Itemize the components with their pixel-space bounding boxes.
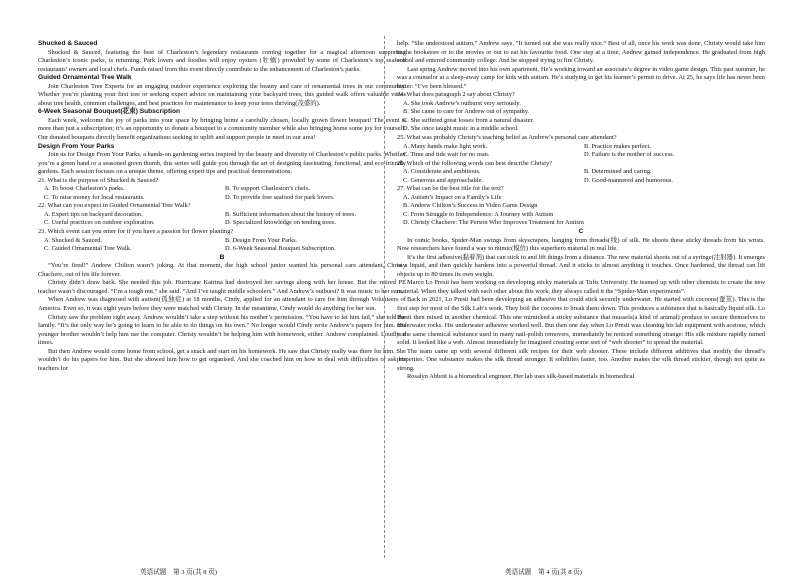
passage-b-paragraph: Last spring Andrew moved into his own apartment. He’s working toward an associate’s degree in video game design. This past summer, he was a counselor at a sleep-away camp for kids with autism. He’s studying to get his learner’s permit to drive. At 25, he says life has never been better: “I’ve been blessed.” — [397, 65, 765, 90]
right-page-column — [397, 40, 765, 382]
option: B. She came to care for Andrew out of sympathy. — [403, 108, 530, 116]
passage-b-paragraph: “You’re fired!” Andrew Chilton wasn’t joking. At that moment, the high school junior wanted his personal care attendant, Christy Chachere, out of his life forever. — [38, 262, 406, 278]
option: A. She took Andrew’s outburst very seriously. — [403, 99, 521, 107]
question-22-options — [38, 211, 406, 228]
option: A. Shucked & Sauced. — [44, 236, 103, 244]
option: D. Good-mannered and humorous. — [584, 176, 673, 184]
question-25: 25. What was probably Christy’s teaching belief as Andrew’s personal care attendant? — [397, 134, 617, 142]
option: B. Andrew Chilton’s Success in Video Game Design — [403, 202, 538, 210]
option: A. Considerate and ambitious. — [403, 168, 481, 176]
option: C. She suffered great losses from a natural disaster. — [403, 116, 534, 124]
page-footer-left: 英语试题 第 3 页(共 8 页) — [140, 569, 217, 576]
left-page-column — [38, 40, 406, 373]
option: A. Expert tips on backyard decoration. — [44, 210, 143, 218]
passage-b-paragraph: Christy saw the problem right away. Andrew wouldn’t take a step without his mother’s permission. “You have to let him fail,” she told the family. “It’s the only way he’s going to learn to be able to do things on his own.” No longer would Cindy write Andrew’s papers for him. His younger brother wouldn’t help him use the computer. Christy wouldn’t be helping him with homework, either. Andrew complained. Loudly at times. — [38, 313, 406, 347]
passage-c-paragraph: Marco Lo Presti has been working on developing sticky materials at Tufts University. He teamed up with other chemists to create the new material. When they talked with each other about this work, they always called it the “Spider-Man experiments”. — [397, 279, 765, 295]
ad-title-tree-walk: Guided Ornamental Tree Walk — [38, 74, 132, 82]
question-26: 26. Which of the following words can best describe Christy? — [397, 159, 552, 167]
option: C. Guided Ornamental Tree Walk. — [44, 245, 132, 253]
passage-c-paragraph: Rosalyn Abbott is a biomedical engineer. Her lab uses silk-based materials in biomedical — [407, 373, 635, 381]
option: A. To boost Charleston’s parks. — [44, 185, 125, 193]
passage-b-paragraph: help. “She understood autism,” Andrew says. “It turned out she was really nice.” Best of all, once his work was done, Christy would take him to the bookstore or to the movies or out to eat his favourite food. One step at a time, Andrew gained independence. He graduated from high school and entered community college. And he stopped trying to fire Christy. — [397, 40, 765, 65]
option: B. Determined and caring. — [584, 168, 652, 176]
passage-c-paragraph: In comic books, Spider-Man swings from skyscrapers, hanging from threads(线) of silk. He shoots these sticky threads from his wrists. Now researchers have found a way to mimic(模仿) this superhero material in real life. — [397, 236, 765, 253]
option: A. Many hands make light work. — [403, 142, 488, 150]
ad-text-shucked: Shucked & Sauced, featuring the best of Charleston’s legendary restaurants coming together for a magical afternoon supporting Charleston’s iconic parks, is returning. Park lovers and foodies will enjoy oysters (牡蛎) provided by some of Charleston’s top seafood restaurants’ owners and local chefs. Funds raised from this event directly contribute to the enhancement of Charleston’s parks. — [38, 48, 406, 73]
option: C. To raise money for local restaurants. — [44, 193, 145, 201]
passage-c-paragraph: It’s the first adhesive(黏着剂) that can stick to and lift things from a distance. The new material shoots out of a syringe(注射器). It emerges as a liquid, and then quickly hardens into a powerful thread. And it sticks to almost anything it touches. Once hardened, the thread can lift objects up to 80 times its own weight. — [397, 253, 765, 278]
page-divider — [384, 36, 385, 558]
section-b-heading: B — [219, 253, 225, 261]
option: D. Christy Chachere: The Person Who Improves Treatment for Autism — [403, 219, 584, 227]
question-26-options — [397, 168, 765, 185]
question-21: 21. What is the purpose of Shucked & Sauced? — [38, 176, 159, 184]
ad-title-bouquet: 6-Week Seasonal Bouquet(花束) Subscription — [38, 108, 181, 116]
option: C. From Struggle to Independence: A Journey with Autism — [403, 210, 554, 218]
question-23-options — [38, 237, 406, 254]
option: D. To provide free seafood for park lovers. — [225, 193, 335, 201]
question-23: 23. Which event can you enter for if you have a passion for flower planting? — [38, 228, 234, 236]
question-21-options — [38, 185, 406, 202]
question-25-options — [397, 143, 765, 160]
option: D. Specialized knowledge on tending trees. — [225, 219, 336, 227]
option: C. Useful practices on outdoor exploration. — [44, 219, 155, 227]
question-22: 22. What can you expect in Guided Ornamental Tree Walk? — [38, 202, 191, 210]
section-c-heading: C — [578, 228, 584, 236]
option: C. Time and tide wait for no man. — [403, 151, 490, 159]
option: B. Sufficient information about the history of trees. — [225, 210, 357, 218]
passage-c-paragraph: The team came up with several different silk recipes for their web shooter. These include different additives that modify the thread’s properties. One substance makes the silk thread stronger. It solidifies faster, too. Another makes the silk thread stickier, though not quite as strong. — [397, 347, 765, 372]
option: C. Generous and approachable. — [403, 176, 484, 184]
ad-title-shucked: Shucked & Sauced — [38, 40, 98, 47]
ad-text-tree-walk: Join Charleston Tree Experts for an engaging outdoor experience exploring the beauty and care of ornamental trees in our community. Whether you’re planting your first tree or seeking expert advice on maintaining your backyard trees, this guided walk offers valuable views about tree health, common challenges, and best practices for maintenance to keep your trees thriving(茂盛的). — [38, 82, 406, 107]
ad-title-design: Design From Your Parks — [38, 142, 115, 150]
option: B. Practice makes perfect. — [584, 142, 651, 150]
option: D. 6-Week Seasonal Bouquet Subscription. — [225, 245, 336, 253]
passage-b-paragraph: But then Andrew would come home from school, get a snack and start on his homework. He saw that Christy really was there for him. She wouldn’t do his papers for him. But she showed him how to get organised. And she coached him on how to deal with difficulties or ask his teachers for — [38, 347, 406, 372]
option: D. Failure is the mother of success. — [584, 151, 675, 159]
passage-b-paragraph: When Andrew was diagnosed with autism(孤独症) at 18 months, Cindy, applied for an attendant to care for him through Volunteers of America. Even so, it was eight years before they were matched with Christy. In the meantime, Cindy would do anything for her son. — [38, 296, 406, 312]
page-footer-right: 英语试题 第 4 页(共 8 页) — [505, 569, 582, 576]
option: B. To support Charleston’s chefs. — [225, 185, 310, 193]
option: A. Autism’s Impact on a Family’s Life — [403, 193, 502, 201]
passage-c-paragraph: Back in 2021, Lo Presti had been developing an adhesive that could stick securely underwater. He started with cocoons(蚕茧). This is the first step for most of the Silk Lab’s work. They boil the cocoons to break them down. This produces a substance that is basically liquid silk. Lo Presti then mixed in another chemical. This one mimicked a sticky substance that mussels(a kind of animal) produce to secure themselves to underwater rocks. His underwater adhesive worked well. But then one day when Lo Presti was cleaning his lab equipment with acetone, which is the same chemical substance used in many nail-polish removers, immediately he noticed something strange: His silk mixture rapidly turned solid. It looked like a web. Almost immediately he imagined creating some sort of “web shooter” to spread the material. — [397, 296, 765, 347]
option: B. Design From Your Parks. — [225, 236, 298, 244]
ad-text-design: Join us for Design From Your Parks, a hands-on gardening series inspired by the beauty and diversity of Charleston’s public parks. Whether you’re a green hand or a seasoned green thumb, this series will guide you through the art of designing fascinating, functional, and eco-friendly gardens. Each session focuses on a unique theme, offering expert tips and practical demonstrations. — [38, 151, 406, 176]
question-24: 24. What does paragraph 2 say about Christy? — [397, 91, 515, 99]
ad-text-bouquet: Each week, welcome the joy of parks into your space by bringing home a carefully chosen, locally grown flower bouquet! The event is more than just a subscription; it’s an opportunity to donate a bouquet to a community member while also bringing home some joy for yourself. Our donated bouquets directly benefit organizations seeking to uplift and support people in need in our area! — [38, 116, 406, 142]
option: D. She once taught music in a middle school. — [403, 125, 519, 133]
question-27: 27. What can be the best title for the text? — [397, 185, 504, 193]
passage-b-paragraph: Christy didn’t draw back. She needed this job. Hurricane Katrina had destroyed her savings along with her house. But the retired PE teacher wasn’t discouraged. “I’m a tough nut,” she said. “And I’ve taught middle schoolers.” And Andrew’s outburst? It was music to her ears. — [38, 279, 406, 295]
